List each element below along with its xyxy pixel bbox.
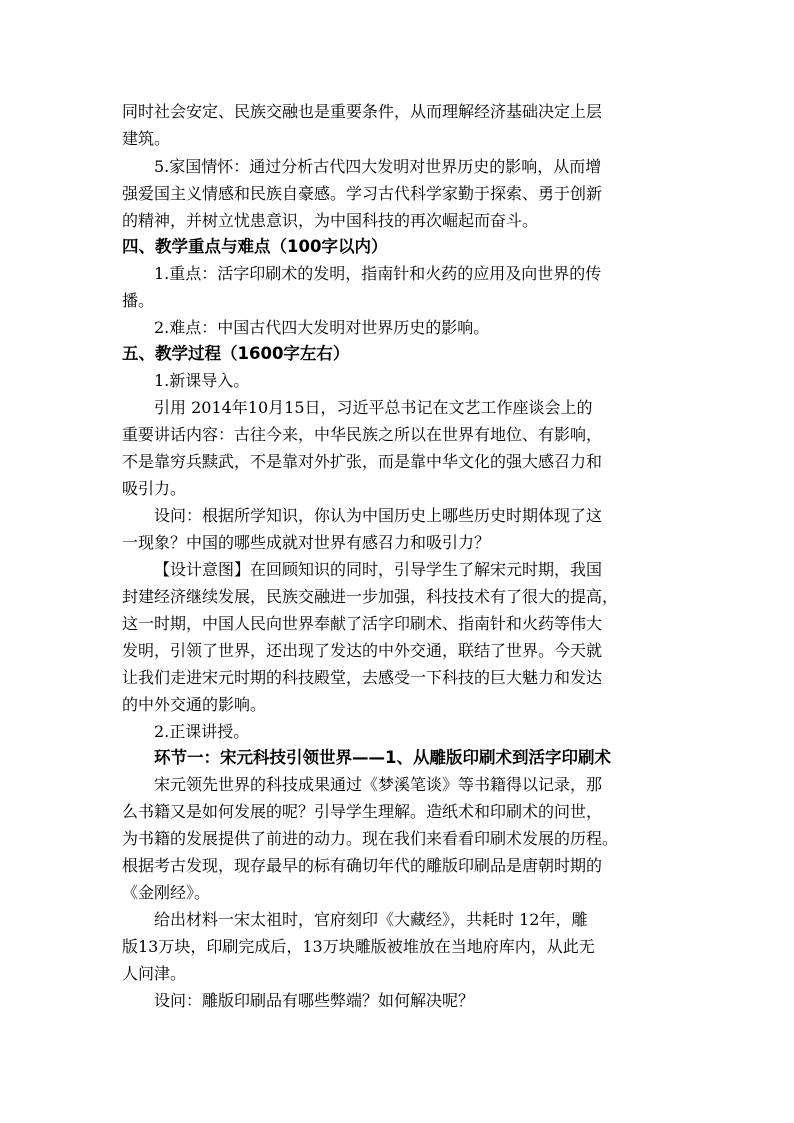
paragraph-line: 2.难点：中国古代四大发明对世界历史的影响。 (154, 318, 490, 337)
paragraph-line: 【设计意图】在回顾知识的同时，引导学生了解宋元时期，我国 (154, 560, 603, 579)
section-heading: 四、教学重点与难点（100字以内） (122, 237, 388, 256)
paragraph-line: 播。 (122, 291, 155, 310)
paragraph-line: 5.家国情怀：通过分析古代四大发明对世界历史的影响，从而增 (154, 157, 602, 176)
paragraph-line: 设问：根据所学知识，你认为中国历史上哪些历史时期体现了这 (154, 506, 603, 525)
paragraph-line: 版13万块，印刷完成后，13万块雕版被堆放在当地府库内，从此无 (122, 937, 595, 956)
paragraph-line: 《金刚经》。 (122, 883, 211, 902)
paragraph-line: 2.正课讲授。 (154, 722, 250, 741)
paragraph-line: 重要讲话内容：古往今来，中华民族之所以在世界有地位、有影响， (122, 425, 603, 444)
paragraph-line: 1.重点：活字印刷术的发明，指南针和火药的应用及向世界的传 (154, 264, 602, 283)
paragraph-line: 封建经济继续发展，民族交融进一步加强，科技技术有了很大的提高， (122, 587, 619, 606)
paragraph-line: 强爱国主义情感和民族自豪感。学习古代科学家勤于探索、勇于创新 (122, 184, 603, 203)
paragraph-line: 的精神，并树立忧患意识，为中国科技的再次崛起而奋斗。 (122, 211, 539, 230)
paragraph-line: 建筑。 (122, 129, 171, 148)
paragraph-line: 为书籍的发展提供了前进的动力。现在我们来看看印刷术发展的历程。 (122, 829, 619, 848)
paragraph-line: 这一时期，中国人民向世界奉献了活字印刷术、指南针和火药等伟大 (122, 614, 603, 633)
paragraph-line: 么书籍又是如何发展的呢？引导学生理解。造纸术和印刷术的问世， (122, 802, 603, 821)
paragraph-line: 设问：雕版印刷品有哪些弊端？如何解决呢？ (154, 991, 475, 1010)
paragraph-line: 吸引力。 (122, 479, 187, 498)
paragraph-line: 引用 2014年10月15日，习近平总书记在文艺工作座谈会上的 (154, 398, 593, 417)
paragraph-line: 的中外交通的影响。 (122, 695, 267, 714)
paragraph-line: 一现象？中国的哪些成就对世界有感召力和吸引力？ (122, 533, 491, 552)
paragraph-line: 根据考古发现，现存最早的标有确切年代的雕版印刷品是唐朝时期的 (122, 856, 603, 875)
paragraph-line: 给出材料一宋太祖时，官府刻印《大藏经》，共耗时 12年，雕 (154, 910, 588, 929)
paragraph-line: 人问津。 (122, 964, 187, 983)
subsection-heading: 环节一：宋元科技引领世界——1、从雕版印刷术到活字印刷术 (154, 748, 611, 767)
paragraph-line: 不是靠穷兵黩武，不是靠对外扩张，而是靠中华文化的强大感召力和 (122, 452, 603, 471)
paragraph-line: 发明，引领了世界，还出现了发达的中外交通，联结了世界。今天就 (122, 641, 603, 660)
paragraph-line: 同时社会安定、民族交融也是重要条件，从而理解经济基础决定上层 (122, 102, 603, 121)
paragraph-line: 宋元领先世界的科技成果通过《梦溪笔谈》等书籍得以记录，那 (154, 775, 603, 794)
paragraph-line: 让我们走进宋元时期的科技殿堂，去感受一下科技的巨大魅力和发达 (122, 668, 603, 687)
paragraph-line: 1.新课导入。 (154, 371, 250, 390)
section-heading: 五、教学过程（1600字左右） (122, 344, 350, 363)
